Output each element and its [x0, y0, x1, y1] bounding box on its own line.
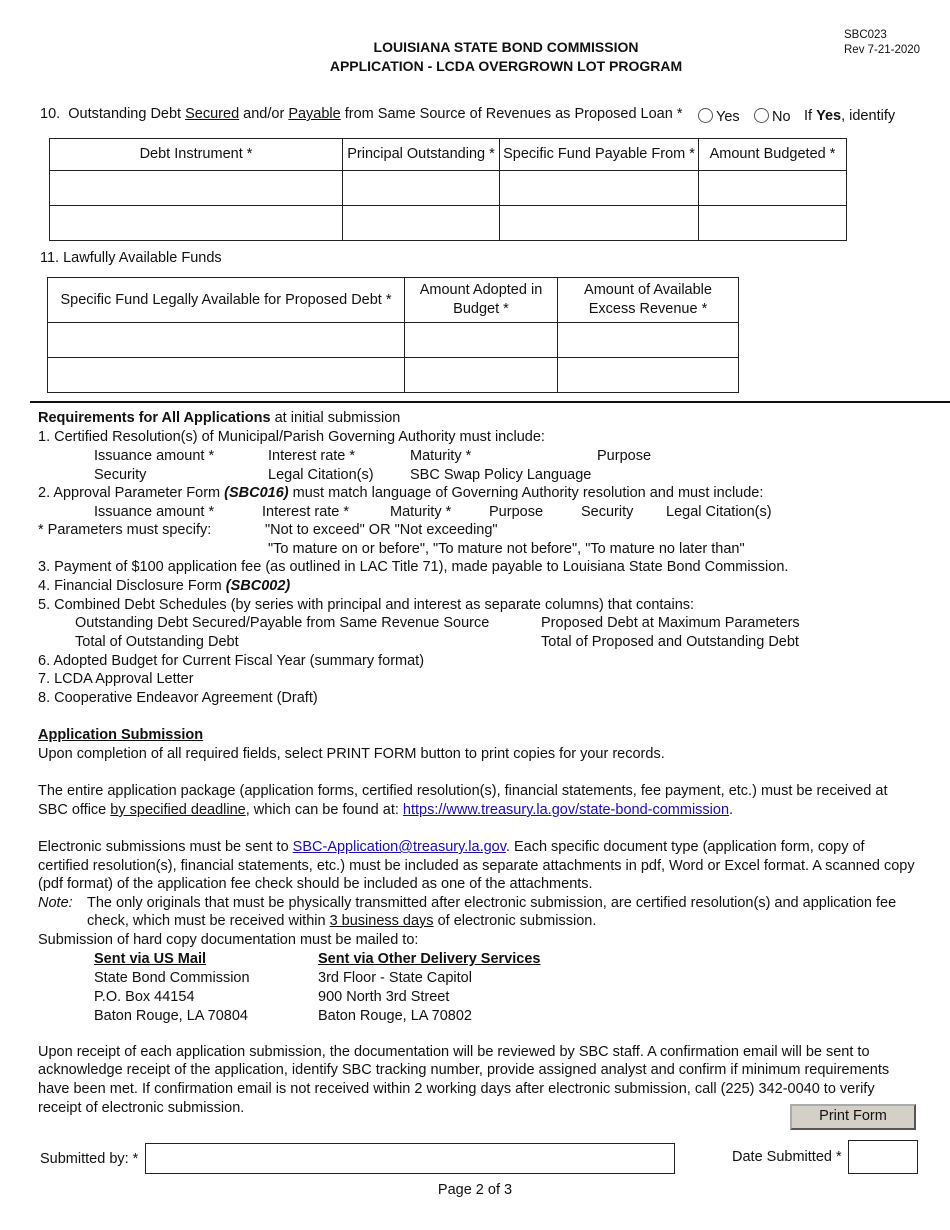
page-title: LOUISIANA STATE BOND COMMISSION APPLICATION - LCDA OVERGROWN LOT PROGRAM — [329, 39, 683, 74]
req1-interest: Interest rate * — [268, 448, 356, 464]
debt-instrument-input-1[interactable] — [50, 171, 343, 206]
header-amount-budgeted: Amount Budgeted * — [699, 139, 847, 171]
req5-total-outstanding: Total of Outstanding Debt — [75, 634, 239, 650]
header-principal-outstanding: Principal Outstanding * — [343, 139, 500, 171]
header-debt-instrument: Debt Instrument * — [50, 139, 343, 171]
req1-issuance: Issuance amount * — [94, 448, 215, 464]
question-11-label: 11. Lawfully Available Funds — [40, 250, 222, 266]
submitted-by-label: Submitted by: * — [40, 1151, 139, 1167]
req2-purpose: Purpose — [489, 504, 544, 520]
debt-table — [49, 138, 847, 241]
req1-purpose: Purpose — [597, 448, 652, 464]
specific-fund-input-2[interactable] — [500, 206, 699, 241]
funds-table-header — [48, 278, 739, 323]
submission-p3-line1: Electronic submissions must be sent to SBC-Application@treasury.la.gov. Each specific document type (application form, copy of — [38, 839, 865, 855]
req1-legal: Legal Citation(s) — [268, 467, 374, 483]
note-label: Note: — [38, 895, 73, 911]
table-row — [48, 323, 739, 358]
debt-table-header — [50, 139, 847, 171]
req1-security: Security — [94, 467, 147, 483]
req5-total-proposed: Total of Proposed and Outstanding Debt — [541, 634, 799, 650]
requirement-2: 2. Approval Parameter Form (SBC016) must match language of Governing Authority resolution and must include: — [38, 485, 764, 501]
submission-p1: Upon completion of all required fields, select PRINT FORM button to print copies for your records. — [38, 746, 665, 762]
note-line1: The only originals that must be physically transmitted after electronic submission, are certified resolution(s) and application fee — [87, 895, 897, 911]
header-specific-fund: Specific Fund Payable From * — [500, 139, 699, 171]
requirement-7: 7. LCDA Approval Letter — [38, 671, 194, 687]
submission-p4-line4: receipt of electronic submission. — [38, 1100, 245, 1116]
section-divider — [30, 401, 950, 403]
mail-intro: Submission of hard copy documentation must be mailed to: — [38, 932, 419, 948]
debt-instrument-input-2[interactable] — [50, 206, 343, 241]
table-row — [50, 206, 847, 241]
us-mail-address: Sent via US Mail State Bond Commission P.O. Box 44154 Baton Rouge, LA 70804 — [94, 951, 250, 1024]
amount-budgeted-input-2[interactable] — [699, 206, 847, 241]
req2-issuance: Issuance amount * — [94, 504, 215, 520]
legal-fund-input-2[interactable] — [48, 358, 405, 393]
date-submitted-label: Date Submitted * — [732, 1149, 842, 1165]
req2-maturity: Maturity * — [390, 504, 452, 520]
table-row — [48, 358, 739, 393]
print-form-button[interactable]: Print Form — [790, 1104, 916, 1130]
form-code: SBC023 Rev 7-21-2020 — [844, 29, 921, 56]
excess-revenue-input-2[interactable] — [558, 358, 739, 393]
submission-title: Application Submission — [38, 727, 204, 743]
header-amount-adopted: Amount Adopted in Budget * — [405, 278, 558, 323]
submission-p4-line2: acknowledge receipt of the application, identify SBC tracking number, provide assigned analyst and confirm if minimum requirements — [38, 1062, 890, 1078]
requirement-1: 1. Certified Resolution(s) of Municipal/Parish Governing Authority must include: — [38, 429, 545, 445]
excess-revenue-input-1[interactable] — [558, 323, 739, 358]
req1-maturity: Maturity * — [410, 448, 472, 464]
page-number: Page 2 of 3 — [437, 1182, 513, 1198]
requirement-8: 8. Cooperative Endeavor Agreement (Draft) — [38, 690, 318, 706]
header-specific-fund-legal: Specific Fund Legally Available for Proposed Debt * — [48, 278, 405, 323]
submission-p2-line1: The entire application package (application forms, certified resolution(s), financial statements, fee payment, etc.) must be received at — [38, 783, 888, 799]
no-radio-option[interactable]: No — [754, 108, 791, 125]
requirement-3: 3. Payment of $100 application fee (as outlined in LAC Title 71), made payable to Louisiana State Bond Commission. — [38, 559, 789, 575]
header-excess-revenue: Amount of Available Excess Revenue * — [558, 278, 739, 323]
if-yes-identify: If Yes, identify — [804, 108, 896, 124]
date-submitted-input[interactable] — [848, 1140, 918, 1174]
specific-fund-input-1[interactable] — [500, 171, 699, 206]
sbc-website-link[interactable]: https://www.treasury.la.gov/state-bond-commission — [402, 802, 730, 818]
parameters-line-1: "Not to exceed" OR "Not exceeding" — [265, 522, 498, 538]
req5-proposed: Proposed Debt at Maximum Parameters — [541, 615, 800, 631]
requirement-5: 5. Combined Debt Schedules (by series with principal and interest as separate columns) that contains: — [38, 597, 695, 613]
principal-outstanding-input-2[interactable] — [343, 206, 500, 241]
requirement-4: 4. Financial Disclosure Form (SBC002) — [38, 578, 291, 594]
req5-outstanding: Outstanding Debt Secured/Payable from Same Revenue Source — [75, 615, 490, 631]
table-row — [50, 171, 847, 206]
req2-legal: Legal Citation(s) — [666, 504, 772, 520]
yes-radio[interactable] — [698, 108, 713, 123]
submission-p3-line2: certified resolution(s), financial statements, etc.) must be included as separate attachments in pdf, Word or Excel format. A scanned copy — [38, 858, 915, 874]
amount-adopted-input-1[interactable] — [405, 323, 558, 358]
submission-p2-line2: SBC office by specified deadline, which can be found at: https://www.treasury.la.gov/state-bond-commission. — [38, 802, 734, 818]
req2-security: Security — [581, 504, 634, 520]
requirements-title: Requirements for All Applications at initial submission — [38, 410, 401, 426]
amount-adopted-input-2[interactable] — [405, 358, 558, 393]
submitted-by-input[interactable] — [145, 1143, 675, 1174]
principal-outstanding-input-1[interactable] — [343, 171, 500, 206]
question-10-label: 10. Outstanding Debt Secured and/or Payable from Same Source of Revenues as Proposed Loan * — [40, 106, 683, 122]
yes-radio-option[interactable]: Yes — [698, 108, 740, 125]
submission-p3-line3: (pdf format) of the application fee check should be included as one of the attachments. — [38, 876, 593, 892]
revision-date: Rev 7-21-2020 — [844, 44, 921, 56]
parameters-label: * Parameters must specify: — [38, 522, 212, 538]
other-delivery-address: Sent via Other Delivery Services 3rd Floor - State Capitol 900 North 3rd Street Baton Rouge, LA 70802 — [318, 951, 541, 1024]
submission-p4-line3: have been met. If confirmation email is not received within 2 working days after electronic submission, call (225) 342-0040 to verify — [38, 1081, 875, 1097]
amount-budgeted-input-1[interactable] — [699, 171, 847, 206]
req1-swap: SBC Swap Policy Language — [410, 467, 592, 483]
available-funds-table — [47, 277, 739, 393]
submission-p4-line1: Upon receipt of each application submission, the documentation will be reviewed by SBC staff. A confirmation email will be sent to — [38, 1044, 870, 1060]
note-line2: check, which must be received within 3 business days of electronic submission. — [87, 913, 597, 929]
parameters-line-2: "To mature on or before", "To mature not before", "To mature no later than" — [268, 541, 745, 557]
req2-interest: Interest rate * — [262, 504, 350, 520]
no-radio[interactable] — [754, 108, 769, 123]
sbc-email-link[interactable]: SBC-Application@treasury.la.gov — [292, 839, 506, 855]
legal-fund-input-1[interactable] — [48, 323, 405, 358]
requirement-6: 6. Adopted Budget for Current Fiscal Year (summary format) — [38, 653, 425, 669]
